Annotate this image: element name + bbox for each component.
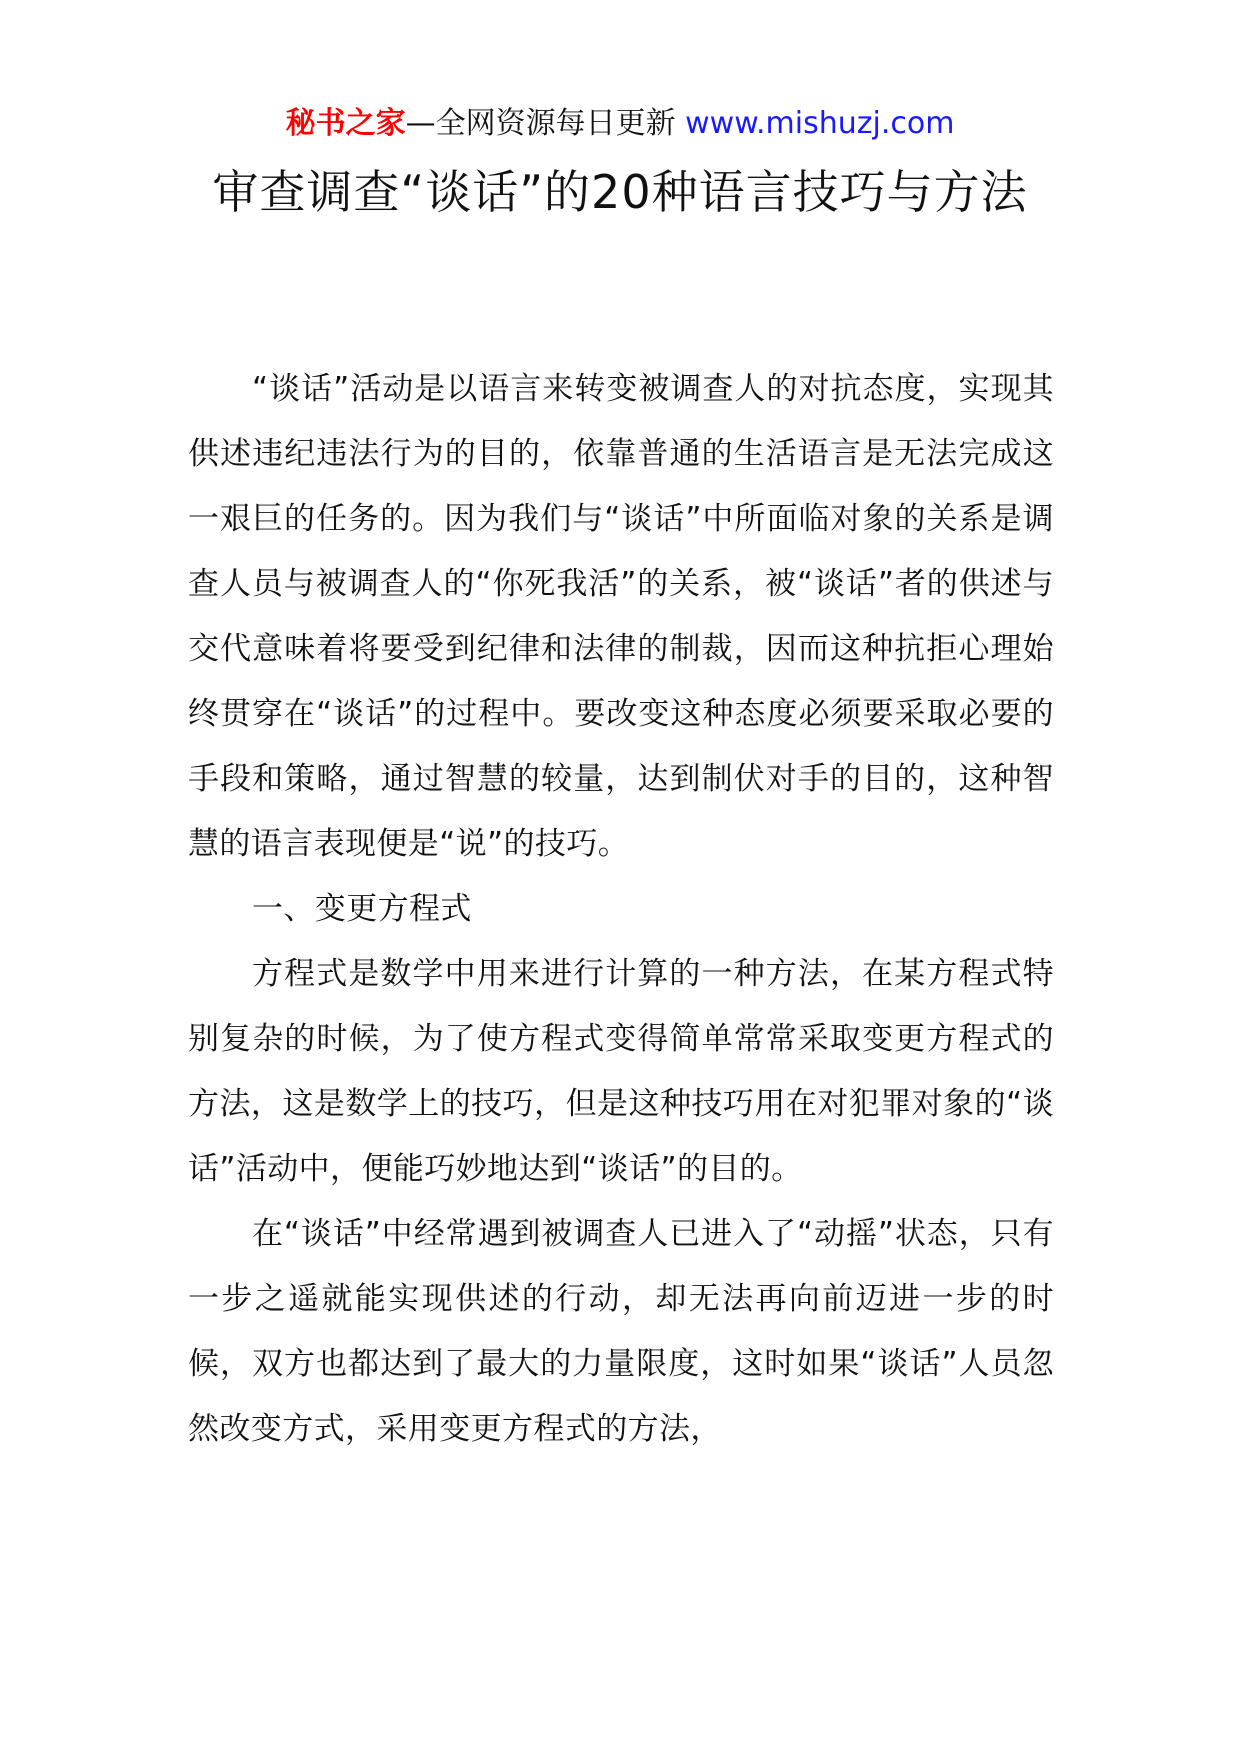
banner-tagline: —全网资源每日更新: [405, 106, 686, 141]
paragraph-section-1-a: 方程式是数学中用来进行计算的一种方法，在某方程式特别复杂的时候，为了使方程式变得简单常常采取变更方程式的方法，这是数学上的技巧，但是这种技巧用在对犯罪对象的“谈话”活动中，便能巧妙地达到“谈话”的目的。: [188, 956, 1054, 1187]
brand-name: 秘书之家: [285, 106, 406, 141]
document-body: [188, 357, 1054, 1462]
site-banner: [0, 104, 1240, 144]
paragraph-intro: “谈话”活动是以语言来转变被调查人的对抗态度，实现其供述违纪违法行为的目的，依靠普通的生活语言是无法完成这一艰巨的任务的。因为我们与“谈话”中所面临对象的关系是调查人员与被调查人的“你死我活”的关系，被“谈话”者的供述与交代意味着将要受到纪律和法律的制裁，因而这种抗拒心理始终贯穿在“谈话”的过程中。要改变这种态度必须要采取必要的手段和策略，通过智慧的较量，达到制伏对手的目的，这种智慧的语言表现便是“说”的技巧。: [188, 371, 1054, 862]
document-title: 审查调查“谈话”的20种语言技巧与方法: [212, 165, 1028, 219]
paragraph-section-1-b: 在“谈话”中经常遇到被调查人已进入了“动摇”状态，只有一步之遥就能实现供述的行动，却无法再向前迈进一步的时候，双方也都达到了最大的力量限度，这时如果“谈话”人员忽然改变方式，采用变更方程式的方法，: [188, 1216, 1054, 1447]
site-url-link[interactable]: www.mishuzj.com: [685, 106, 955, 141]
section-heading-1: 一、变更方程式: [252, 891, 472, 927]
